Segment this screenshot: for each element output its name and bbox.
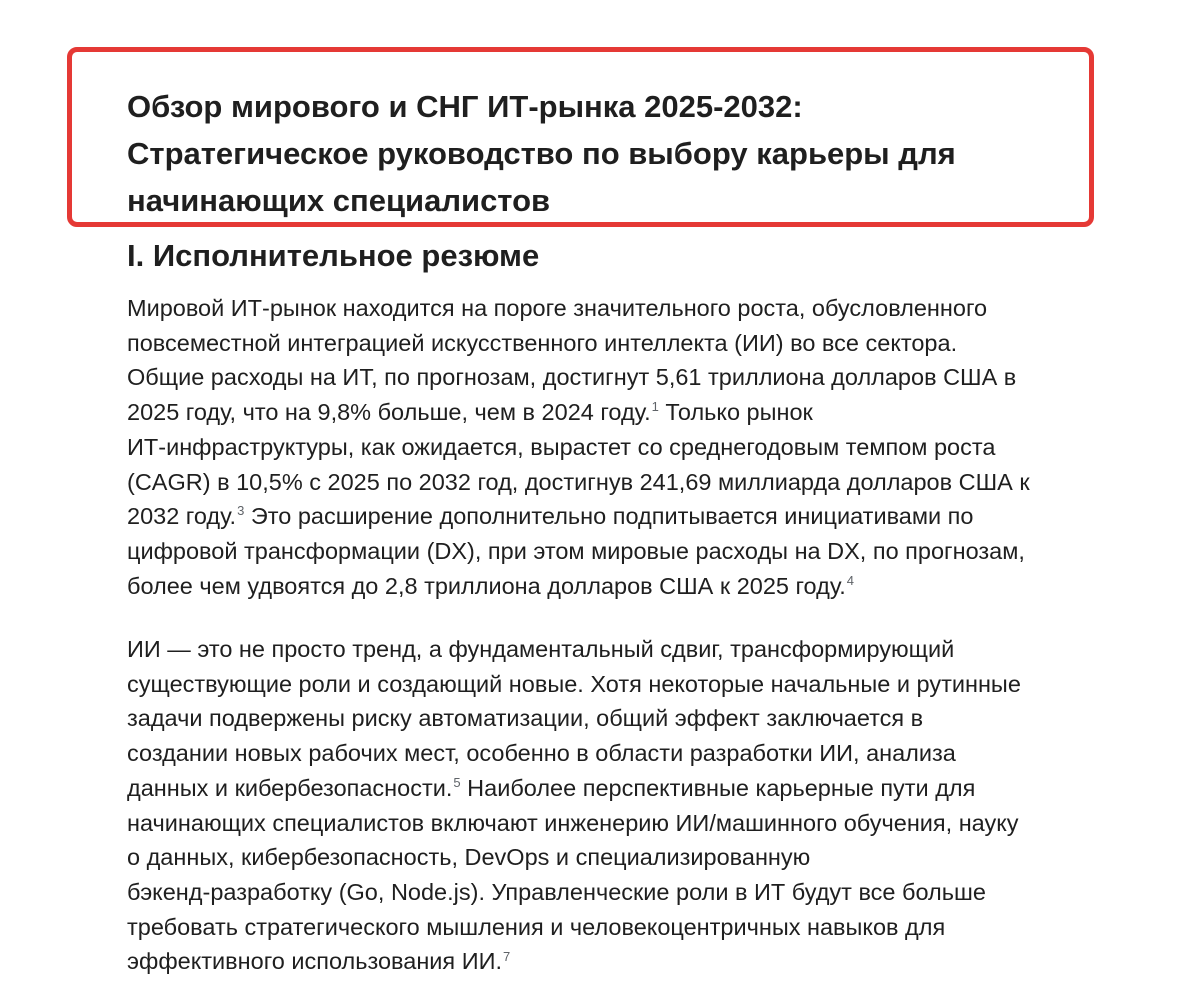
paragraph-line (127, 395, 1137, 430)
paragraph-text: эффективного использования ИИ. (127, 948, 503, 975)
document-title (127, 83, 1087, 224)
paragraph-line: начинающих специалистов включают инженерию ИИ/машинного обучения, науку (127, 809, 1019, 836)
paragraph-line: ИТ-инфраструктуры, как ожидается, вырастет со среднегодовым темпом роста (127, 433, 996, 460)
paragraph-text: Только рынок (658, 399, 813, 426)
footnote-ref-1[interactable]: 1 (651, 399, 659, 415)
paragraph-line: (CAGR) в 10,5% с 2025 по 2032 год, достигнув 241,69 миллиарда долларов США к (127, 468, 1030, 495)
paragraph-text: 2032 году. (127, 503, 237, 530)
paragraph-text: данных и кибербезопасности. (127, 774, 453, 801)
paragraph-line (127, 499, 1137, 534)
paragraph-1 (127, 291, 1137, 603)
paragraph-line: повсеместной интеграцией искусственного интеллекта (ИИ) во все сектора. (127, 329, 958, 356)
paragraph-text: 2025 году, что на 9,8% больше, чем в 2024 году. (127, 399, 651, 426)
paragraph-line: задачи подвержены риску автоматизации, общий эффект заключается в (127, 705, 924, 732)
paragraph-line: Мировой ИТ-рынок находится на пороге значительного роста, обусловленного (127, 295, 988, 321)
paragraph-line (127, 771, 1137, 806)
paragraph-text: более чем удвоятся до 2,8 триллиона долларов США к 2025 году. (127, 572, 846, 599)
title-line: Стратегическое руководство по выбору карьеры для (127, 136, 956, 171)
paragraph-line: существующие роли и создающий новые. Хотя некоторые начальные и рутинные (127, 670, 1021, 697)
paragraph-line: создании новых рабочих мест, особенно в области разработки ИИ, анализа (127, 740, 956, 767)
section-heading: I. Исполнительное резюме (127, 238, 540, 273)
paragraph-line: бэкенд-разработку (Go, Node.js). Управленческие роли в ИТ будут все больше (127, 878, 986, 905)
footnote-ref-7[interactable]: 7 (503, 948, 511, 964)
paragraph-line: Общие расходы на ИТ, по прогнозам, достигнут 5,61 триллиона долларов США в (127, 364, 1017, 391)
paragraph-line (127, 569, 1137, 604)
title-line: начинающих специалистов (127, 183, 551, 218)
paragraph-line: цифровой трансформации (DX), при этом мировые расходы на DX, по прогнозам, (127, 537, 1025, 564)
paragraph-line: требовать стратегического мышления и человекоцентричных навыков для (127, 913, 946, 940)
paragraph-line (127, 944, 1137, 979)
footnote-ref-4[interactable]: 4 (846, 572, 854, 588)
footnote-ref-3[interactable]: 3 (237, 503, 245, 519)
paragraph-text: Это расширение дополнительно подпитывается инициативами по (244, 503, 974, 530)
paragraph-2 (127, 632, 1137, 979)
paragraph-text: Наиболее перспективные карьерные пути для (460, 774, 976, 801)
footnote-ref-5[interactable]: 5 (453, 774, 461, 790)
title-line: Обзор мирового и СНГ ИТ-рынка 2025-2032: (127, 89, 803, 124)
paragraph-line: о данных, кибербезопасность, DevOps и специализированную (127, 844, 811, 871)
paragraph-line: ИИ — это не просто тренд, а фундаментальный сдвиг, трансформирующий (127, 636, 955, 662)
